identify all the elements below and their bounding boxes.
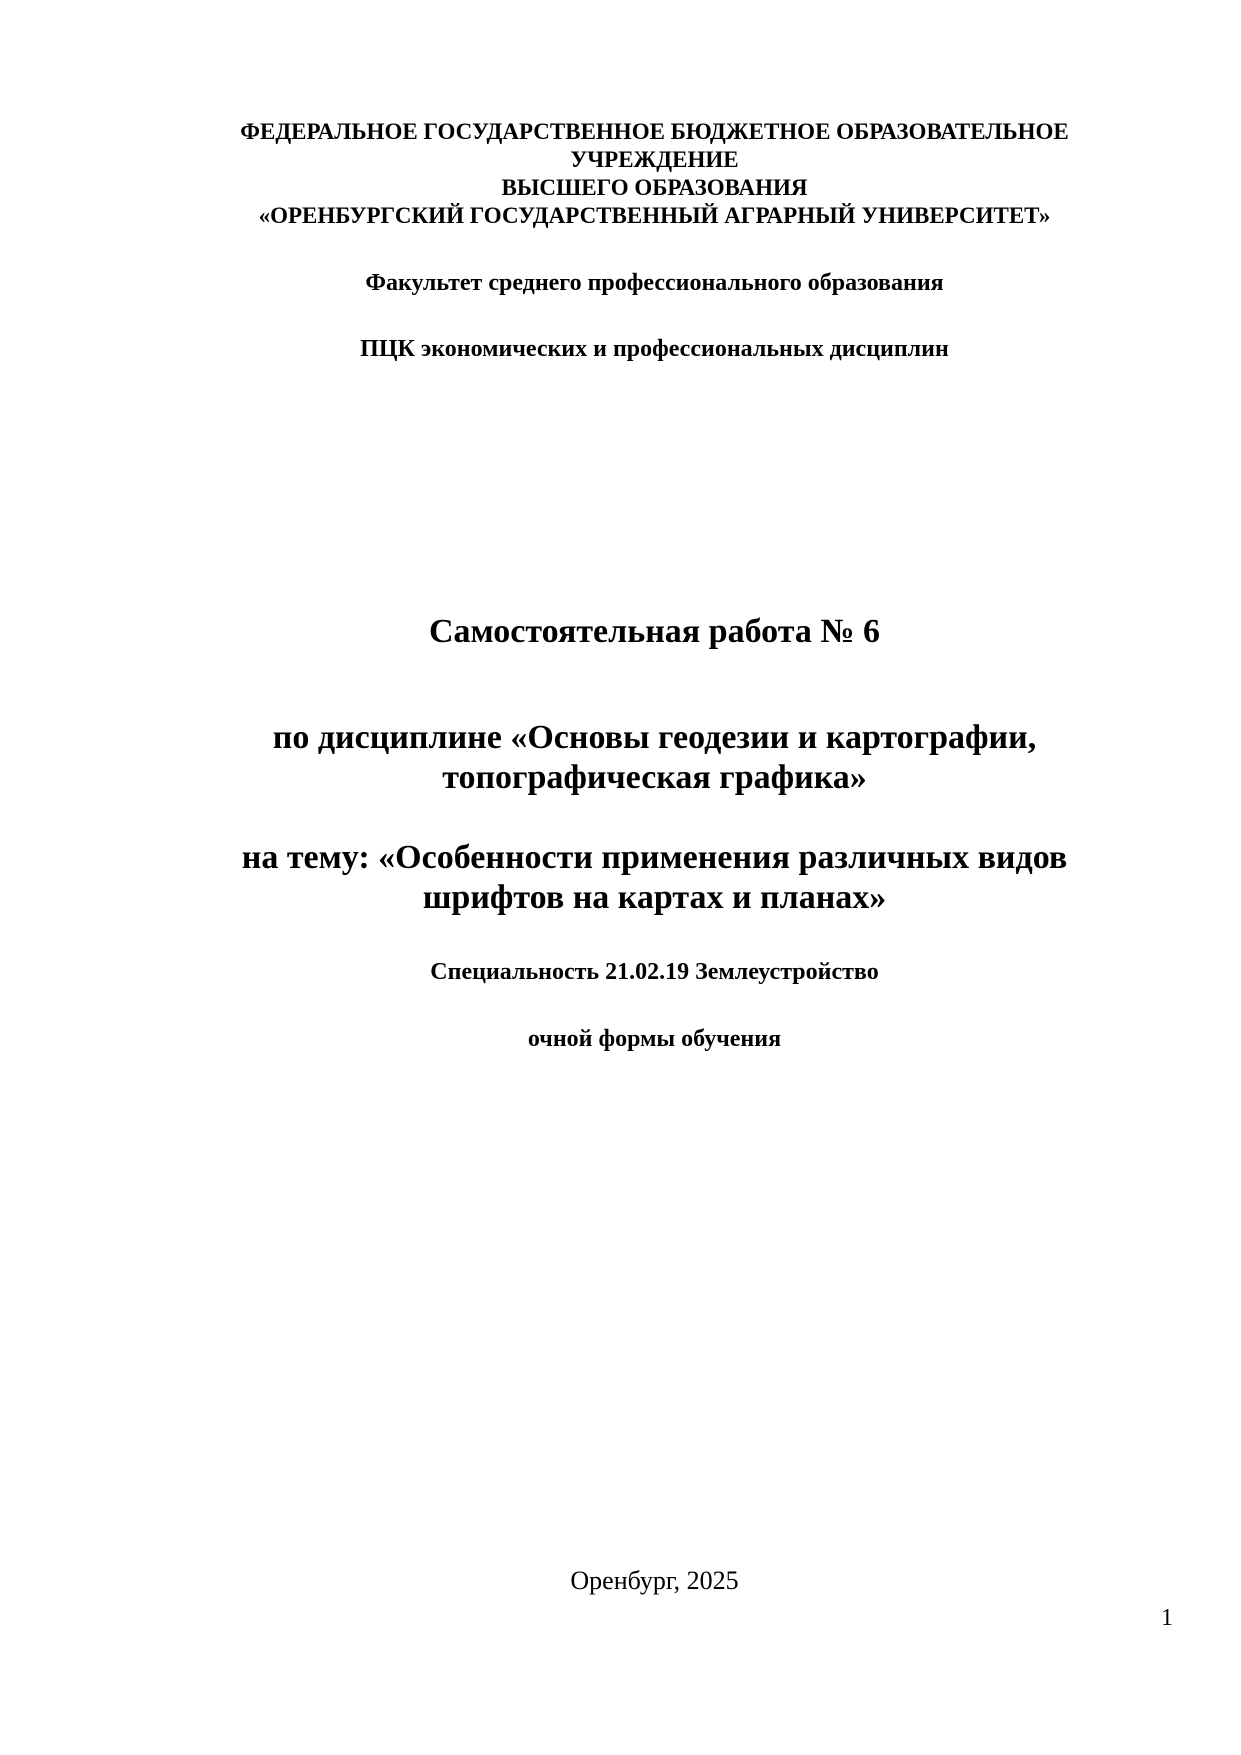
discipline-title — [0, 718, 1241, 798]
faculty-name: Факультет среднего профессионального образования — [365, 270, 944, 296]
specialty: Специальность 21.02.19 Землеустройство — [430, 959, 879, 985]
institution-header — [0, 118, 1241, 230]
study-form: очной формы обучения — [527, 1026, 782, 1052]
institution-line: УЧРЕЖДЕНИЕ — [570, 147, 739, 172]
page-number: 1 — [1161, 1605, 1173, 1631]
discipline-line: топографическая графика» — [442, 759, 867, 796]
work-title: Самостоятельная работа № 6 — [429, 613, 880, 650]
topic-line: на тему: «Особенности применения различных видов — [241, 839, 1068, 876]
department-name: ПЦК экономических и профессиональных дисциплин — [360, 336, 949, 362]
city-year: Оренбург, 2025 — [570, 1566, 739, 1595]
topic-title — [0, 838, 1241, 918]
institution-line: ФЕДЕРАЛЬНОЕ ГОСУДАРСТВЕННОЕ БЮДЖЕТНОЕ ОБРАЗОВАТЕЛЬНОЕ — [240, 119, 1069, 144]
institution-line: «ОРЕНБУРГСКИЙ ГОСУДАРСТВЕННЫЙ АГРАРНЫЙ УНИВЕРСИТЕТ» — [258, 203, 1051, 228]
discipline-line: по дисциплине «Основы геодезии и картографии, — [272, 719, 1037, 756]
institution-line: ВЫСШЕГО ОБРАЗОВАНИЯ — [501, 175, 808, 200]
topic-line: шрифтов на картах и планах» — [422, 879, 887, 916]
